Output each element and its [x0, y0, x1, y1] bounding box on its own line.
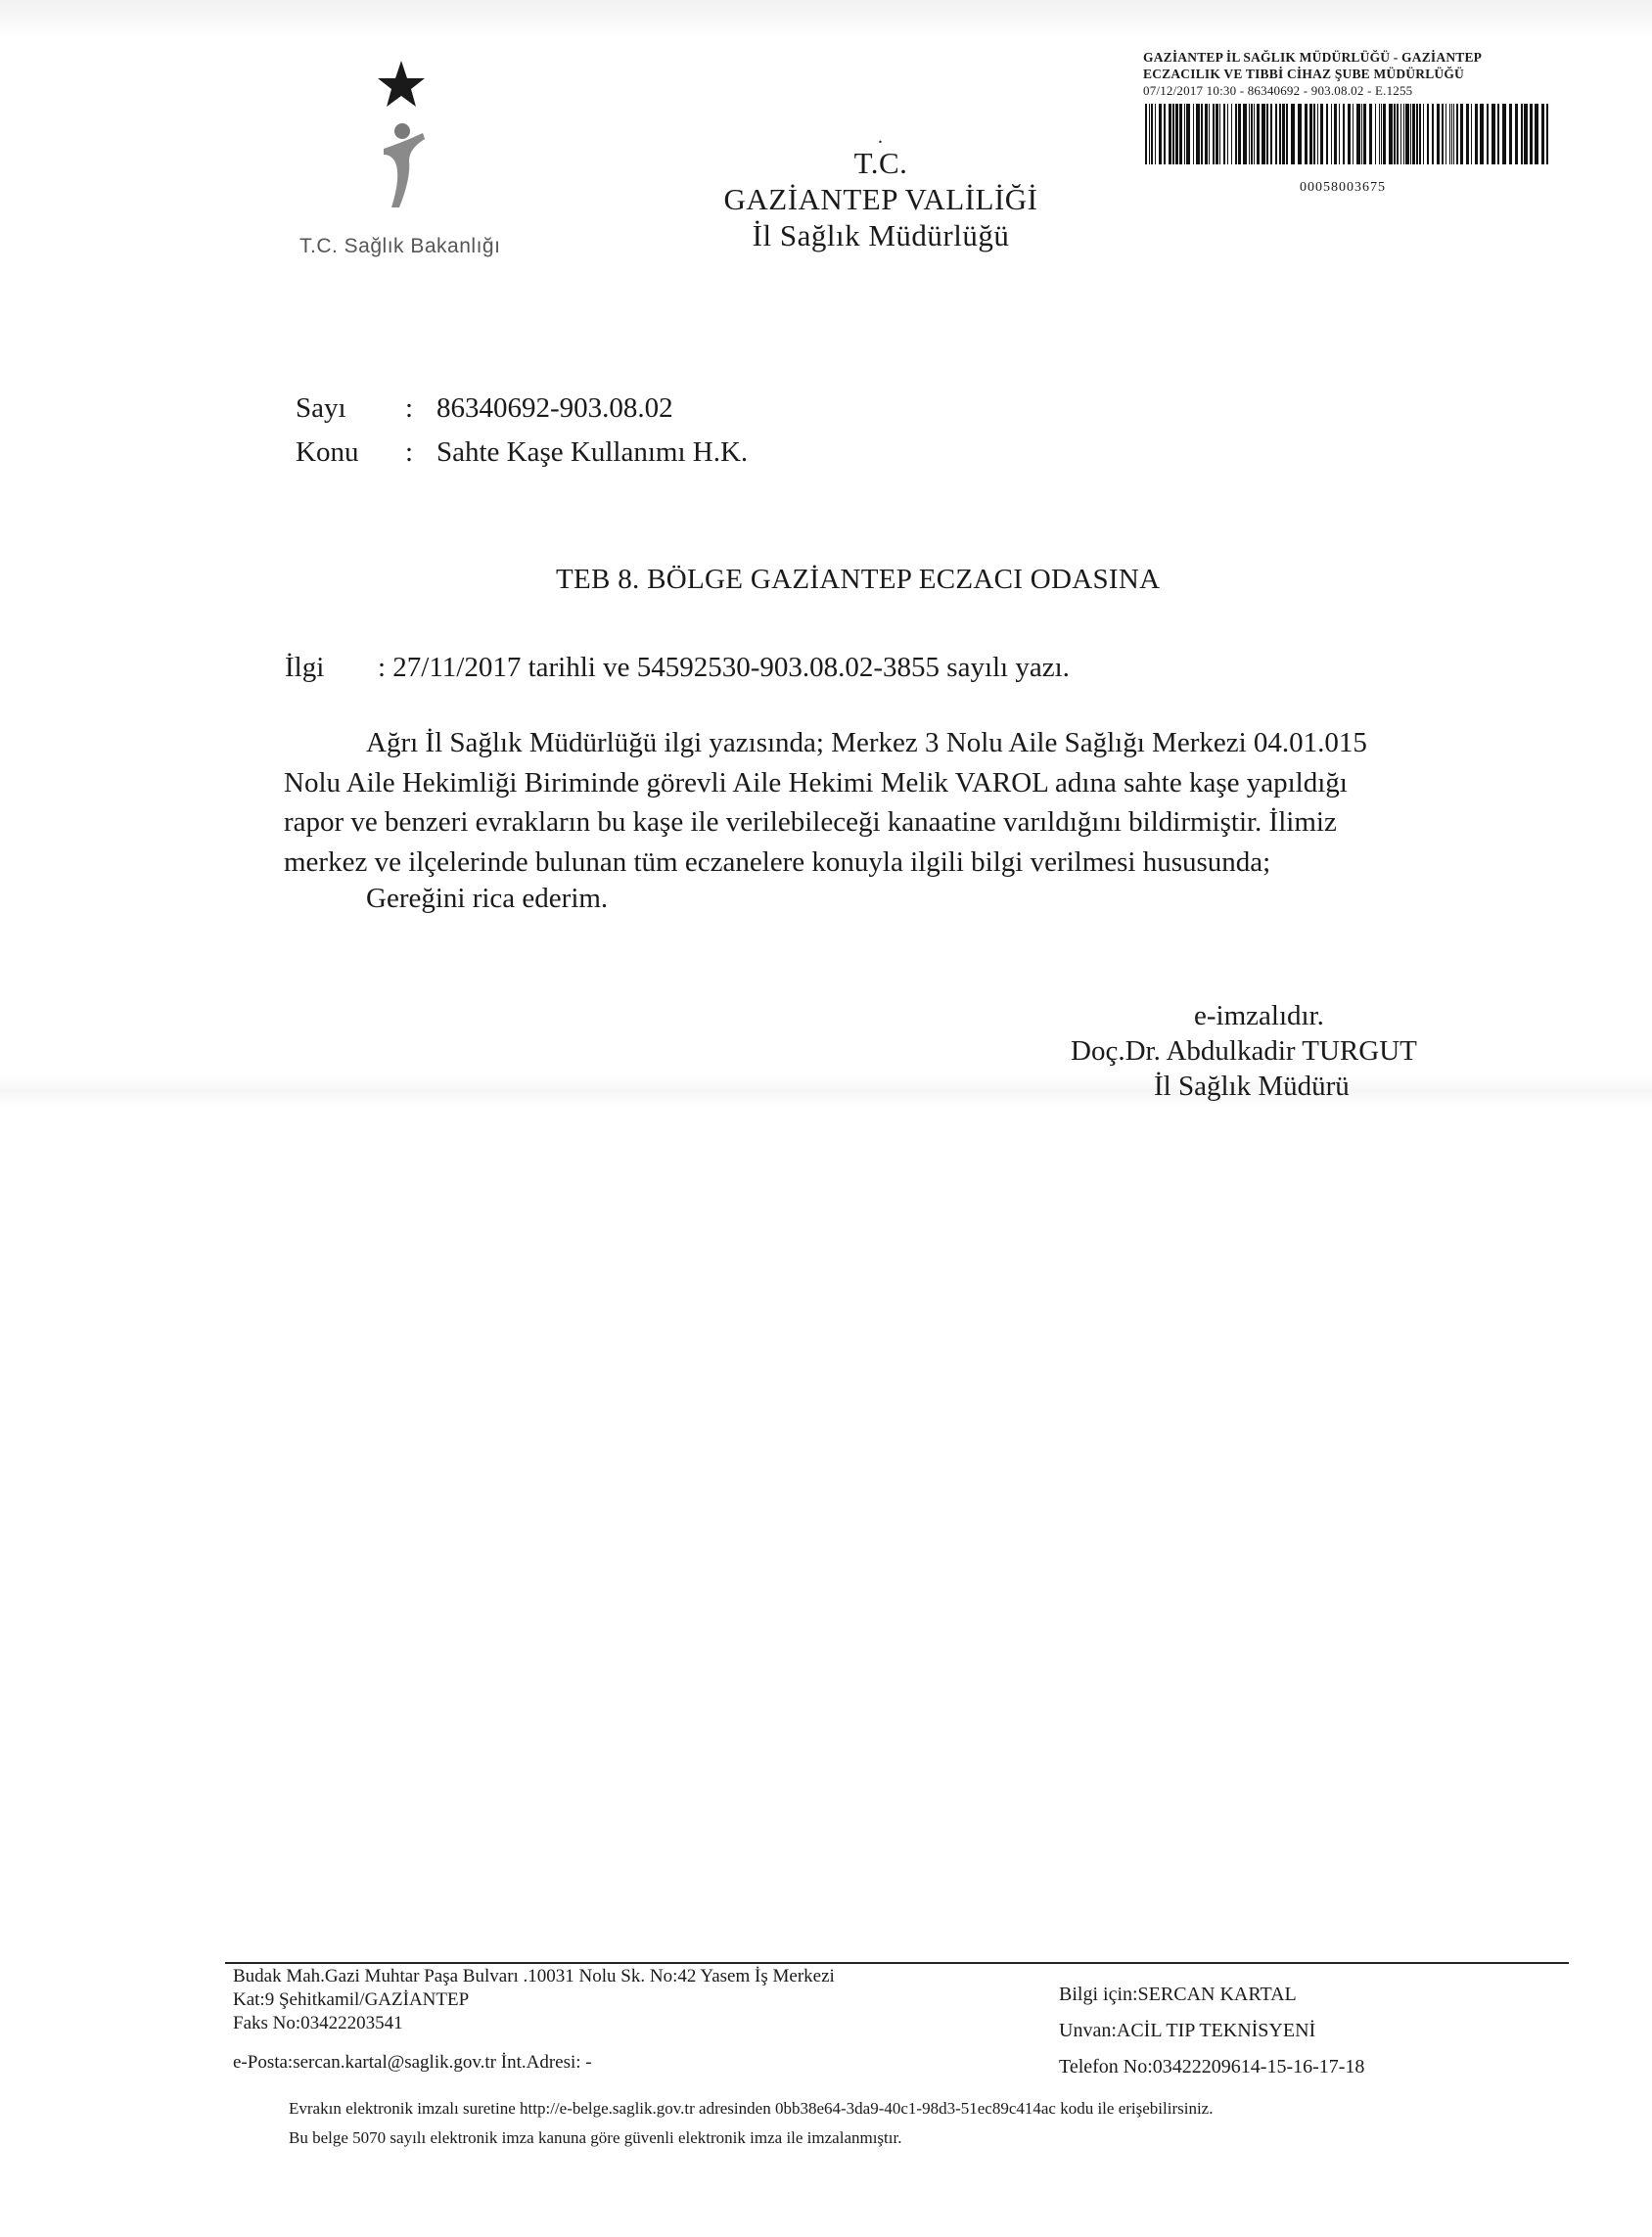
barcode-bar	[1521, 104, 1523, 164]
barcode-bar	[1175, 104, 1178, 164]
footer-address	[233, 1965, 835, 2035]
registry-stamp	[1143, 49, 1554, 195]
barcode-bar	[1412, 104, 1415, 164]
barcode-bar	[1257, 104, 1260, 164]
header-dot: .	[878, 126, 884, 148]
barcode-bar	[1466, 104, 1469, 164]
footer-address-line-2: Kat:9 Şehitkamil/GAZİANTEP	[233, 1989, 470, 2010]
barcode-bar	[1149, 104, 1150, 164]
barcode-bar	[1524, 104, 1528, 164]
body-line: rapor ve benzeri evrakların bu kaşe ile verilebileceği kanaatine varıldığını bildirmiştir. İlimiz	[284, 806, 1337, 838]
barcode-number: 00058003675	[1300, 180, 1386, 195]
barcode-bar	[1235, 104, 1237, 164]
barcode-bar	[1219, 104, 1220, 164]
stamp-line-2: ECZACILIK VE TIBBİ CİHAZ ŞUBE MÜDÜRLÜĞÜ	[1143, 67, 1464, 81]
barcode-bar	[1432, 104, 1434, 164]
barcode-bar	[1320, 104, 1323, 164]
barcode-bar	[1313, 104, 1315, 164]
paper-fold	[0, 1074, 1652, 1108]
barcode-bar	[1275, 104, 1277, 164]
footer-fax: Faks No:03422203541	[233, 2013, 403, 2033]
footer-divider	[225, 1962, 1569, 1964]
barcode-bar	[1251, 104, 1253, 164]
barcode-bar	[1179, 104, 1182, 164]
barcode-bar	[1279, 104, 1281, 164]
barcode-bar	[1361, 104, 1362, 164]
barcode-bar	[1186, 104, 1190, 164]
barcode-bar	[1460, 104, 1463, 164]
barcode-icon	[1143, 104, 1552, 164]
barcode-bar	[1375, 104, 1376, 164]
barcode-bar	[1305, 104, 1308, 164]
footer-info: Bilgi için:SERCAN KARTAL	[1059, 1984, 1297, 2005]
ilgi-label: İlgi	[285, 652, 325, 683]
barcode-bar	[1437, 104, 1440, 164]
barcode-bar	[1331, 104, 1332, 164]
barcode-bar	[1383, 104, 1386, 164]
header-line-tc: T.C.	[853, 146, 908, 180]
barcode-bar	[1502, 104, 1506, 164]
footer-address-line-1: Budak Mah.Gazi Muhtar Paşa Bulvarı .10031 Nolu Sk. No:42 Yasem İş Merkezi	[233, 1966, 835, 1986]
barcode-bar	[1155, 104, 1156, 164]
footer-note-line-2: Bu belge 5070 sayılı elektronik imza kanuna göre güvenli elektronik imza ile imzalanmıştır.	[289, 2128, 902, 2147]
barcode-bar	[1400, 104, 1401, 164]
barcode-bar	[1363, 104, 1366, 164]
konu-value: Sahte Kaşe Kullanımı H.K.	[436, 436, 749, 468]
barcode-bar	[1196, 104, 1200, 164]
barcode-bar	[1213, 104, 1215, 164]
barcode-bar	[1254, 104, 1255, 164]
letter-body	[284, 723, 1419, 882]
signer-title: İl Sağlık Müdürü	[1154, 1071, 1350, 1102]
barcode-bar	[1356, 104, 1360, 164]
barcode-bar	[1497, 104, 1499, 164]
footer-verification-note	[289, 2094, 1213, 2153]
barcode-bar	[1291, 104, 1295, 164]
barcode-bar	[1169, 104, 1171, 164]
barcode-bar	[1381, 104, 1382, 164]
addressee: TEB 8. BÖLGE GAZİANTEP ECZACI ODASINA	[556, 564, 1161, 595]
barcode-bar	[1249, 104, 1250, 164]
barcode-bar	[1491, 104, 1495, 164]
barcode-bar	[1487, 104, 1489, 164]
institution-header	[626, 126, 1135, 253]
barcode-bar	[1369, 104, 1372, 164]
footer-contact	[1059, 1977, 1364, 2085]
body-line: merkez ve ilçelerinde bulunan tüm eczanelere konuyla ilgili bilgi verilmesi hususunda;	[284, 845, 1271, 878]
header-line-mudurluk: İl Sağlık Müdürlüğü	[752, 218, 1010, 252]
barcode-bar	[1266, 104, 1268, 164]
barcode-bar	[1209, 104, 1210, 164]
barcode-bar	[1334, 104, 1337, 164]
barcode-bar	[1456, 104, 1458, 164]
header-line-valilik: GAZİANTEP VALİLİĞİ	[723, 182, 1038, 216]
barcode-bar	[1410, 104, 1411, 164]
barcode-bar	[1530, 104, 1533, 164]
barcode-bar	[1515, 104, 1518, 164]
ministry-of-health-logo-icon	[315, 61, 511, 256]
sayi-value: 86340692-903.08.02	[436, 392, 673, 424]
scan-shadow	[0, 0, 1652, 39]
barcode-bar	[1535, 104, 1538, 164]
body-line: Ağrı İl Sağlık Müdürlüğü ilgi yazısında; Merkez 3 Nolu Aile Sağlığı Merkezi 04.01.015	[366, 727, 1367, 758]
logo-caption: T.C. Sağlık Bakanlığı	[299, 235, 501, 257]
body-line: Nolu Aile Hekimliği Biriminde görevli Aile Hekimi Melik VAROL adına sahte kaşe yapıldığı	[284, 766, 1348, 799]
barcode-bar	[1282, 104, 1285, 164]
footer-email: e-Posta:sercan.kartal@saglik.gov.tr İnt.Adresi: -	[233, 2052, 592, 2073]
barcode-bar	[1231, 104, 1232, 164]
barcode-bar	[1509, 104, 1512, 164]
barcode-bar	[1419, 104, 1421, 164]
sayi-label: Sayı	[296, 392, 346, 424]
barcode-bar	[1298, 104, 1302, 164]
barcode-bar	[1427, 104, 1429, 164]
barcode-bar	[1317, 104, 1318, 164]
barcode-bar	[1159, 104, 1162, 164]
ilgi-value: : 27/11/2017 tarihli ve 54592530-903.08.02-3855 sayılı yazı.	[378, 652, 1070, 683]
barcode-bar	[1451, 104, 1452, 164]
stamp-line-3: 07/12/2017 10:30 - 86340692 - 903.08.02 - E.1255	[1143, 83, 1413, 98]
barcode-bar	[1471, 104, 1472, 164]
konu-colon: :	[405, 436, 414, 468]
footer-title: Unvan:ACİL TIP TEKNİSYENİ	[1059, 2020, 1316, 2041]
barcode-bar	[1394, 104, 1396, 164]
barcode-bar	[1442, 104, 1444, 164]
barcode-bar	[1403, 104, 1404, 164]
barcode-bar	[1223, 104, 1225, 164]
barcode-bar	[1339, 104, 1340, 164]
footer-note-line-1: Evrakın elektronik imzalı suretine http://e-belge.saglik.gov.tr adresinden 0bb38e64-3da9-40c1-98d3-51ec89c414ac kodu ile erişebilirsiniz.	[289, 2099, 1214, 2118]
barcode-bar	[1205, 104, 1208, 164]
barcode-bar	[1216, 104, 1218, 164]
barcode-bar	[1262, 104, 1265, 164]
barcode-bar	[1475, 104, 1478, 164]
barcode-bar	[1546, 104, 1548, 164]
stamp-line-1: GAZİANTEP İL SAĞLIK MÜDÜRLÜĞÜ - GAZİANTEP	[1143, 50, 1483, 65]
barcode-bar	[1480, 104, 1484, 164]
barcode-bar	[1416, 104, 1418, 164]
konu-label: Konu	[296, 436, 359, 468]
barcode-bar	[1453, 104, 1454, 164]
barcode-bar	[1243, 104, 1247, 164]
barcode-bar	[1405, 104, 1409, 164]
closing-line: Gereğini rica ederim.	[366, 883, 609, 914]
barcode-bar	[1172, 104, 1174, 164]
barcode-bar	[1184, 104, 1185, 164]
barcode-bar	[1286, 104, 1288, 164]
barcode-bar	[1164, 104, 1166, 164]
barcode-bar	[1201, 104, 1203, 164]
barcode-bar	[1343, 104, 1345, 164]
signer-name: Doç.Dr. Abdulkadir TURGUT	[1071, 1035, 1417, 1067]
e-signed-note: e-imzalıdır.	[1194, 1000, 1324, 1031]
barcode-bar	[1145, 104, 1147, 164]
barcode-bar	[1397, 104, 1399, 164]
barcode-bar	[1193, 104, 1194, 164]
sayi-colon: :	[405, 392, 414, 424]
barcode-bar	[1541, 104, 1544, 164]
barcode-bar	[1309, 104, 1312, 164]
barcode-bar	[1348, 104, 1351, 164]
barcode-bar	[1449, 104, 1450, 164]
barcode-bar	[1151, 104, 1153, 164]
barcode-bar	[1270, 104, 1272, 164]
barcode-bar	[1389, 104, 1393, 164]
barcode-bar	[1423, 104, 1424, 164]
barcode-bar	[1353, 104, 1354, 164]
barcode-bar	[1326, 104, 1328, 164]
barcode-bar	[1379, 104, 1380, 164]
footer-phone: Telefon No:03422209614-15-16-17-18	[1059, 2056, 1365, 2077]
barcode-bar	[1238, 104, 1241, 164]
barcode-bar	[1227, 104, 1228, 164]
